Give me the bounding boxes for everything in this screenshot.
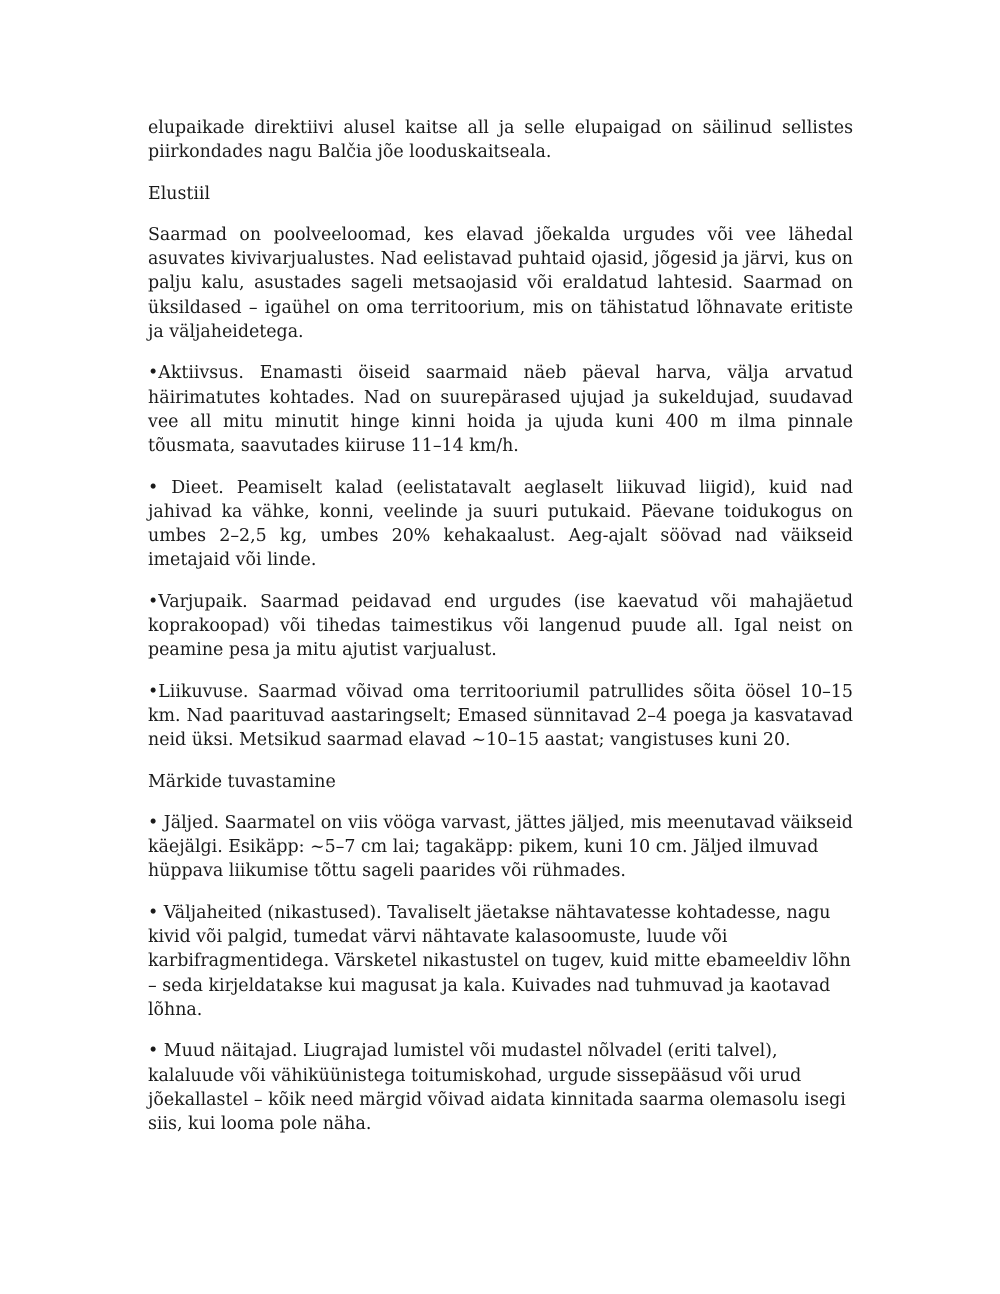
paragraph-droppings: • Väljaheited (nikastused). Tavaliselt jäetakse nähtavatesse kohtadesse, nagu kivid või palgid, tumedat värvi nähtavate kalasoomuste, luude või karbifragmentidega. Värsketel nikastustel on tugev, kuid mitte ebameeldiv lõhn – seda kirjeldatakse kui magusat ja kala. Kuivades nad tuhmuvad ja kaotavad lõhna. xyxy=(148,902,851,1020)
section-heading-lifestyle: Elustiil xyxy=(148,183,211,204)
section-heading-sign-identification: Märkide tuvastamine xyxy=(148,771,336,792)
paragraph-intro-continuation: elupaikade direktiivi alusel kaitse all ja selle elupaigad on säilinud sellistes piirkondades nagu Balčia jõe looduskaitseala. xyxy=(148,118,853,163)
paragraph-activity: •Aktiivsus. Enamasti öiseid saarmaid näeb päeval harva, välja arvatud häirimatutes kohtades. Nad on suurepärased ujujad ja sukeldujad, suudavad vee all mitu minutit hinge kinni hoida ja ujuda kuni 400 m ilma pinnale tõusmata, saavutades kiiruse 11–14 km/h. xyxy=(148,363,853,457)
paragraph-shelter: •Varjupaik. Saarmad peidavad end urgudes (ise kaevatud või mahajäetud koprakoopad) või tihedas taimestikus või langenud puude all. Igal neist on peamine pesa ja mitu ajutist varjualust. xyxy=(148,591,853,661)
paragraph-lifestyle: Saarmad on poolveeloomad, kes elavad jõekalda urgudes või vee lähedal asuvates kivivarjualustes. Nad eelistavad puhtaid ojasid, jõgesid ja järvi, kus on palju kalu, asustades sageli metsaojasid või eraldatud lahtesid. Saarmad on üksildased – igaühel on oma territoorium, mis on tähistatud lõhnavate eritiste ja väljaheidetega. xyxy=(148,224,853,343)
paragraph-tracks: • Jäljed. Saarmatel on viis vööga varvast, jättes jäljed, mis meenutavad väikseid käejälgi. Esikäpp: ~5–7 cm lai; tagakäpp: pikem, kuni 10 cm. Jäljed ilmuvad hüppava liikumise tõttu sageli paarides või rühmades. xyxy=(148,812,853,882)
paragraph-mobility: •Liikuvuse. Saarmad võivad oma territooriumil patrullides sõita öösel 10–15 km. Nad paarituvad aastaringselt; Emased sünnitavad 2–4 poega ja kasvatavad neid üksi. Metsikud saarmad elavad ~10–15 aastat; vangistuses kuni 20. xyxy=(148,681,853,751)
document-page xyxy=(148,116,853,1153)
paragraph-diet: • Dieet. Peamiselt kalad (eelistatavalt aeglaselt liikuvad liigid), kuid nad jahivad ka vähke, konni, veelinde ja suuri putukaid. Päevane toidukogus on umbes 2–2,5 kg, umbes 20% kehakaalust. Aeg-ajalt söövad nad väikseid imetajaid või linde. xyxy=(148,477,853,571)
paragraph-other-signs: • Muud näitajad. Liugrajad lumistel või mudastel nõlvadel (eriti talvel), kalaluude või vähiküünistega toitumiskohad, urgude sissepääsud või urud jõekallastel – kõik need märgid võivad aidata kinnitada saarma olemasolu isegi siis, kui looma pole näha. xyxy=(148,1041,846,1135)
